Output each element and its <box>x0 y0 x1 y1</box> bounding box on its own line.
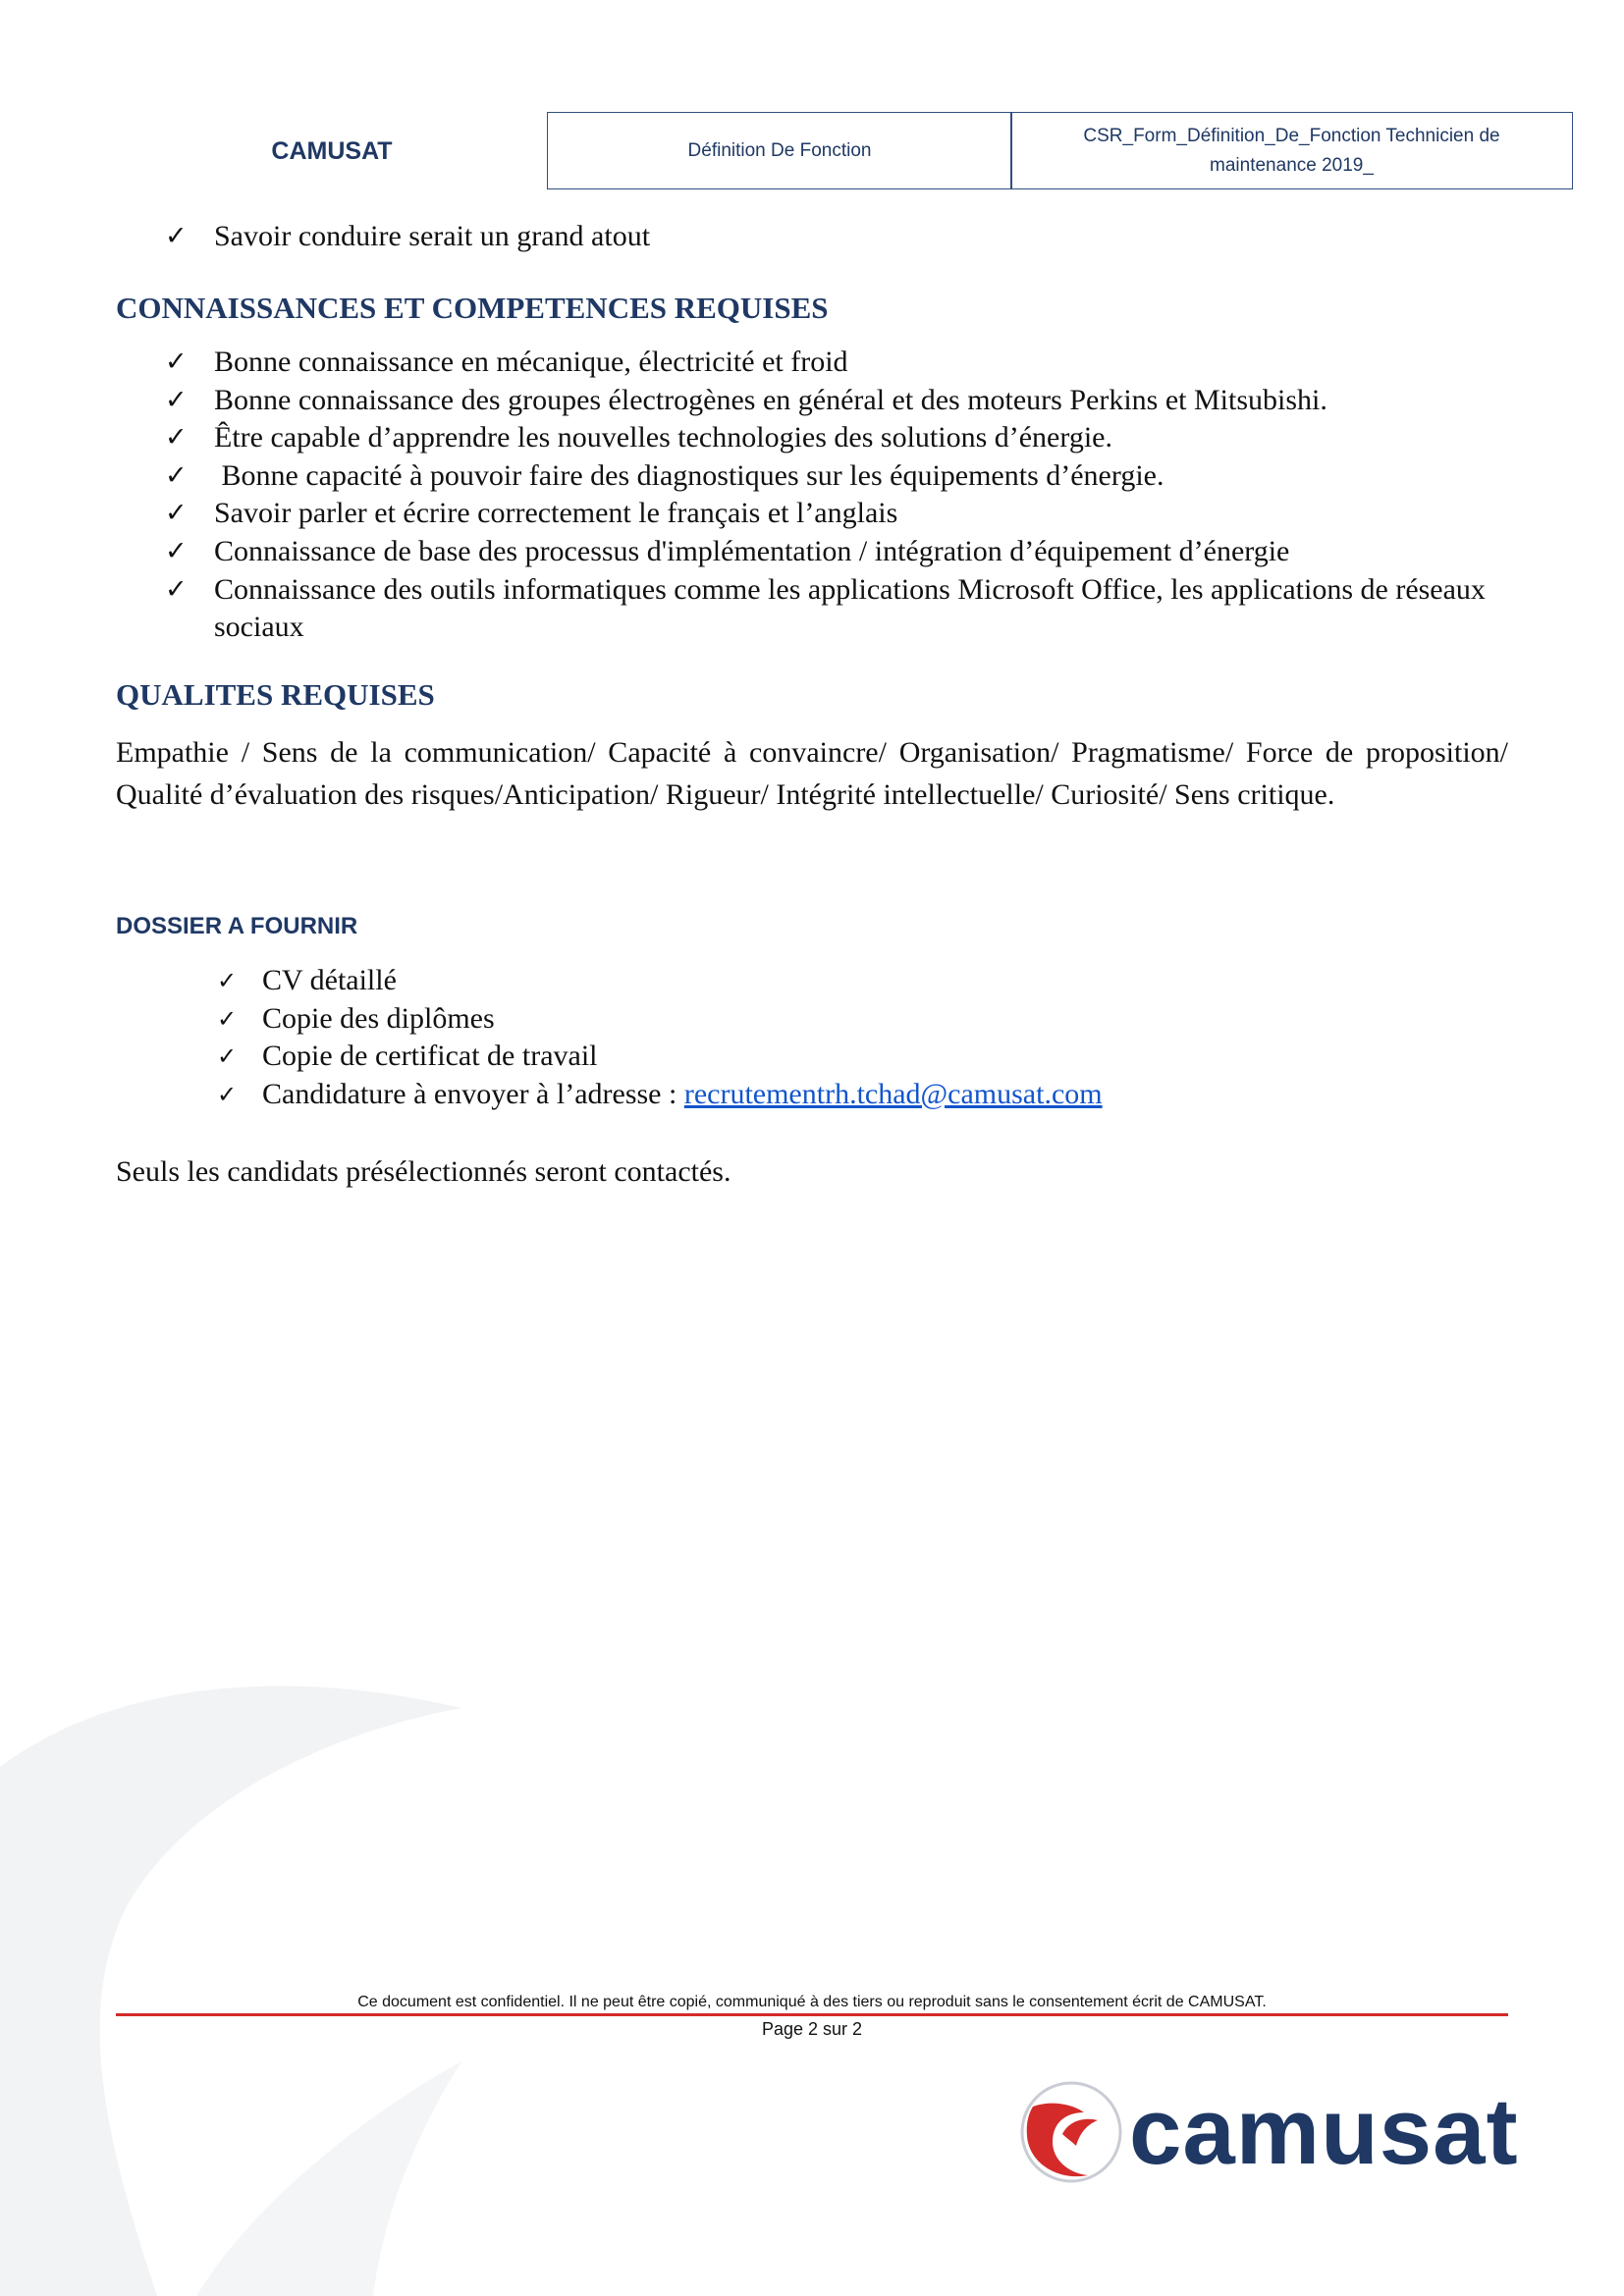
list-item: ✓ Savoir parler et écrire correctement le français et l’anglais <box>214 495 1530 533</box>
list-item: ✓ Copie des diplômes <box>262 1000 1103 1039</box>
header-form-ref: CSR_Form_Définition_De_Fonction Technicien de maintenance 2019_ <box>1010 112 1573 189</box>
email-link[interactable]: recrutementrh.tchad@camusat.com <box>683 1077 1103 1110</box>
check-icon: ✓ <box>165 573 188 605</box>
list-item: ✓ Bonne connaissance des groupes électrogènes en général et des moteurs Perkins et Mitsubishi. <box>214 382 1530 420</box>
qualities-text: Empathie / Sens de la communication/ Capacité à convaincre/ Organisation/ Pragmatisme/ Force de proposition/ Qualité d’évaluation des risques/Anticipation/ Rigueur/ Intégrité intellectuelle/ Curiosité/ Sens critique. <box>116 736 1508 811</box>
watermark-swoosh <box>0 1649 628 2296</box>
list-item: ✓ Candidature à envoyer à l’adresse : recrutementrh.tchad@camusat.com <box>262 1076 1103 1114</box>
header-company: CAMUSAT <box>271 136 393 165</box>
check-icon: ✓ <box>165 422 188 454</box>
logo-swoosh-icon <box>1019 2077 1123 2187</box>
check-icon: ✓ <box>217 1080 238 1108</box>
check-icon: ✓ <box>165 384 188 415</box>
intro-list <box>165 218 651 256</box>
page-number: Page 2 sur 2 <box>761 2019 863 2039</box>
camusat-logo <box>1019 2077 1530 2187</box>
check-icon: ✓ <box>165 221 188 251</box>
list-item: ✓ Connaissance des outils informatiques comme les applications Microsoft Office, les applications de réseaux sociaux <box>165 572 1486 644</box>
list-item: ✓ Connaissance de base des processus d'implémentation / intégration d’équipement d’énergie <box>214 533 1530 571</box>
check-icon: ✓ <box>165 535 188 566</box>
header-doc-type: Définition De Fonction <box>547 112 1012 189</box>
footer-divider <box>116 2013 1508 2016</box>
section-title-knowledge: CONNAISSANCES ET COMPETENCES REQUISES <box>116 291 829 325</box>
check-icon: ✓ <box>165 459 188 491</box>
check-icon: ✓ <box>165 347 188 377</box>
knowledge-list <box>165 344 1530 647</box>
list-item: ✓ Copie de certificat de travail <box>262 1038 1103 1076</box>
closing-note: Seuls les candidats présélectionnés seront contactés. <box>116 1155 731 1188</box>
check-icon: ✓ <box>165 498 188 529</box>
list-item: ✓ Savoir conduire serait un grand atout <box>214 218 650 256</box>
list-item: ✓ CV détaillé <box>262 962 1103 1000</box>
confidentiality-note: Ce document est confidentiel. Il ne peut être copié, communiqué à des tiers ou reproduit sans le consentement écrit de CAMUSAT. <box>357 1994 1267 2010</box>
check-icon: ✓ <box>217 967 238 994</box>
section-title-qualities: QUALITES REQUISES <box>116 677 435 712</box>
list-item: ✓ Être capable d’apprendre les nouvelles technologies des solutions d’énergie. <box>214 419 1530 457</box>
check-icon: ✓ <box>217 1004 238 1033</box>
logo-wordmark: camusat <box>1129 2079 1519 2184</box>
section-title-dossier: DOSSIER A FOURNIR <box>116 913 358 939</box>
dossier-list <box>217 962 1103 1113</box>
list-item: ✓ Bonne capacité à pouvoir faire des diagnostiques sur les équipements d’énergie. <box>214 457 1530 496</box>
check-icon: ✓ <box>217 1042 238 1071</box>
list-item: ✓ Bonne connaissance en mécanique, électricité et froid <box>214 344 1530 382</box>
